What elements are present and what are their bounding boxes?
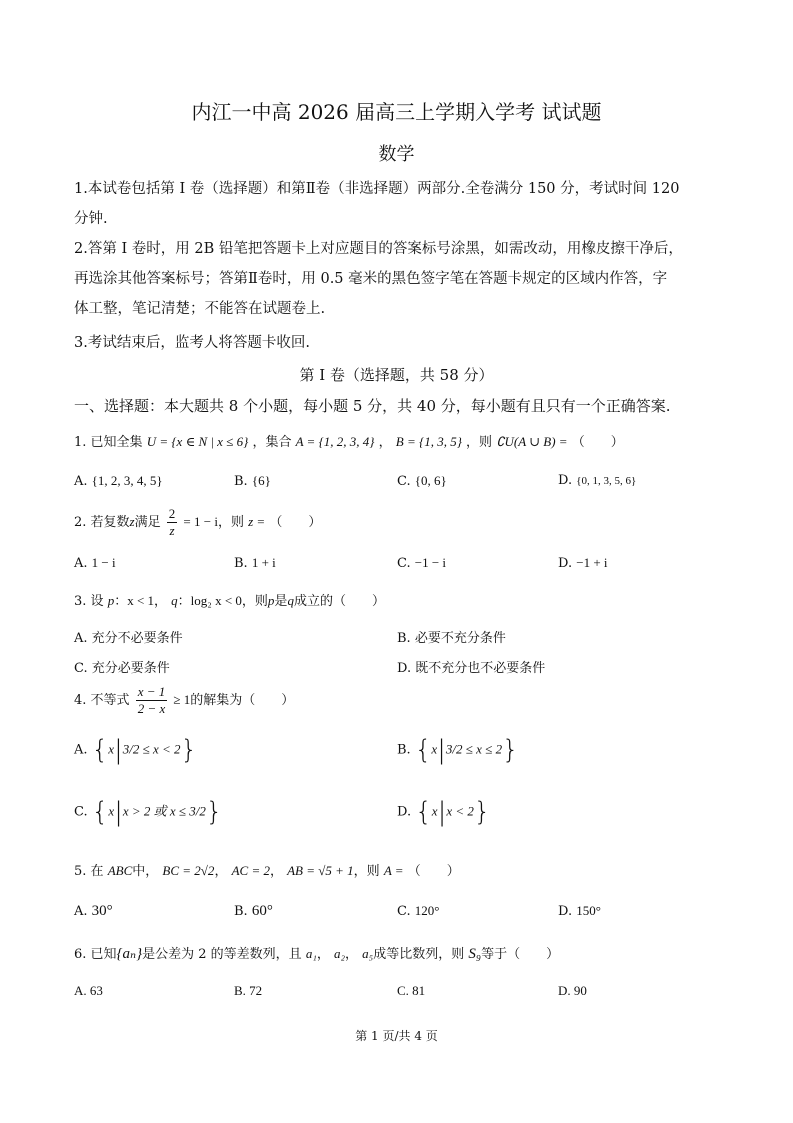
option-letter: C. (74, 661, 88, 676)
q6-text: 等于（ ） (481, 947, 560, 962)
option-text: 3/2 ≤ x < 2 (122, 741, 181, 757)
q5-ac: AC = 2 (231, 863, 270, 878)
q1-option-a[interactable] (74, 473, 163, 489)
q2-stem: 2. 若复数 (74, 515, 130, 530)
q1-option-b[interactable] (234, 473, 271, 489)
q5-bc: BC = 2√2 (162, 863, 215, 878)
q5-answer-bracket: （ ） (407, 864, 460, 879)
q6-option-a[interactable] (74, 983, 103, 999)
question-3 (74, 590, 385, 609)
option-text: {0, 1, 3, 5, 6} (576, 475, 637, 487)
option-text: 3/2 ≤ x ≤ 2 (445, 741, 503, 757)
q3-option-b[interactable] (397, 627, 506, 646)
q1-set-b: B = {1, 3, 5} (395, 434, 462, 449)
option-letter: B. (234, 556, 248, 571)
option-text: x > 2 或 x ≤ 3/2 (122, 803, 206, 819)
exam-title: 内江一中高 2026 届高三上学期入学考 试试题 (191, 100, 602, 124)
q3-option-c[interactable] (74, 657, 170, 676)
q2-text: 满足 (134, 515, 161, 530)
option-letter: C. (397, 556, 411, 571)
q1-answer-bracket: （ ） (571, 435, 624, 450)
option-text: {1, 2, 3, 4, 5} (91, 473, 163, 488)
q5-ab: AB = √5 + 1 (287, 863, 354, 878)
brace-left: { (414, 735, 432, 765)
q2-ask: z = (248, 514, 266, 529)
option-text: C. 81 (397, 983, 426, 998)
question-1 (74, 431, 624, 450)
q2-option-d[interactable] (558, 555, 608, 571)
option-letter: A. (74, 556, 88, 571)
option-letter: B. (234, 474, 248, 489)
option-text: {0, 6} (414, 473, 447, 488)
q5-text: ，则 (353, 864, 380, 879)
q1-stem: 1. 已知全集 (74, 435, 143, 450)
q3-q: q (171, 593, 178, 608)
q4-text: 的解集为（ ） (190, 693, 295, 708)
option-text: 60° (251, 903, 273, 919)
option-letter: C. (397, 474, 411, 489)
notice-2-line-3: 体工整，笔记清楚；不能答在试题卷上. (74, 301, 326, 317)
q6-option-c[interactable] (397, 983, 425, 999)
q3-p: p (107, 593, 115, 608)
q2-equation: = 1 − i (183, 514, 218, 529)
page-footer: 第 1 页/共 4 页 (355, 1029, 438, 1043)
q6-a5: a₅ (362, 946, 374, 961)
question-6: 6. 已知{aₙ}是公差为 2 的等差数列，且 a₁， a₂， a₅成等比数列，则 S₉等于（ ） (74, 946, 560, 962)
option-letter: C. (397, 904, 411, 919)
question-4 (74, 684, 294, 717)
brace-right: } (502, 735, 519, 765)
option-text: B. 72 (234, 983, 263, 998)
q3-q-condition: ：log₂ x < 0 (177, 593, 242, 608)
option-text: x < 2 (446, 803, 474, 819)
q4-option-a[interactable]: A. {x|3/2 ≤ x < 2} (74, 735, 198, 765)
option-letter: D. (558, 904, 573, 919)
q3-option-a[interactable] (74, 627, 183, 646)
q5-option-d[interactable] (558, 903, 601, 919)
q5-triangle: ABC (107, 863, 133, 878)
q2-answer-bracket: （ ） (269, 515, 322, 530)
bar: | (437, 797, 447, 827)
option-text: D. 90 (558, 983, 587, 998)
question-2 (74, 506, 321, 539)
q5-ask: A = (383, 863, 404, 878)
q2-var: z (129, 514, 135, 529)
q5-text: 中， (132, 864, 159, 879)
q4-denominator: 2 − x (137, 701, 166, 716)
option-letter: D. (558, 473, 573, 488)
q2-option-b[interactable] (234, 555, 276, 571)
option-text: 充分不必要条件 (91, 631, 183, 646)
q4-fraction (136, 684, 168, 717)
q4-option-d[interactable]: D. {x|x < 2} (397, 797, 491, 827)
notice-2-line-1: 2.答第 I 卷时，用 2B 铅笔把答题卡上对应题目的答案标号涂黑，如需改动，用橡皮擦干净后， (74, 241, 683, 257)
notice-3: 3.考试结束后，监考人将答题卡收回. (74, 335, 310, 351)
option-text: {6} (251, 473, 271, 488)
part-1-heading: 第 I 卷（选择题，共 58 分） (299, 366, 494, 384)
q1-text: ，集合 (252, 435, 292, 450)
q6-sequence: {aₙ} (116, 946, 143, 962)
q6-a1: a₁ (305, 946, 317, 961)
q6-option-d[interactable] (558, 983, 587, 999)
option-letter: B. (397, 631, 411, 646)
q2-denominator: z (169, 523, 175, 538)
q5-option-a[interactable] (74, 903, 113, 920)
option-text: 150° (576, 903, 601, 918)
option-letter: B. (397, 742, 411, 758)
bar: | (114, 797, 123, 827)
notice-1-line-1: 1.本试卷包括第 I 卷（选择题）和第Ⅱ卷（非选择题）两部分.全卷满分 150 分，考试时间 120 (74, 181, 680, 197)
q2-numerator: 2 (168, 506, 176, 521)
q3-q-ref: q (287, 593, 294, 608)
q4-numerator: x − 1 (137, 684, 166, 699)
option-text: 既不充分也不必要条件 (415, 661, 546, 676)
q3-text: 成立的（ ） (293, 594, 385, 609)
q3-option-d[interactable] (397, 657, 545, 676)
brace-right: } (473, 797, 491, 827)
option-text: −1 − i (414, 555, 447, 570)
option-text: 充分必要条件 (91, 661, 170, 676)
option-text: 30° (91, 903, 113, 919)
q1-set-a: A = {1, 2, 3, 4} (295, 434, 375, 449)
option-letter: D. (397, 661, 412, 676)
q5-option-c[interactable] (397, 903, 439, 919)
q4-ge: ≥ 1 (173, 692, 191, 707)
bar: | (437, 735, 446, 765)
option-letter: D. (558, 556, 573, 571)
option-letter: C. (74, 804, 88, 820)
q3-stem: 3. 设 (74, 594, 104, 609)
option-letter: A. (74, 474, 88, 489)
q1-option-d[interactable] (558, 473, 636, 488)
option-letter: A. (74, 742, 88, 758)
option-text: 1 − i (91, 555, 116, 570)
q6-s9: S₉ (468, 946, 482, 962)
notice-1-line-2: 分钟. (74, 211, 108, 227)
brace-right: } (180, 735, 198, 765)
q2-option-a[interactable] (74, 555, 116, 571)
brace-left: { (91, 735, 109, 765)
q1-option-c[interactable] (397, 473, 447, 489)
notice-2-line-2: 再选涂其他答案标号；答第Ⅱ卷时，用 0.5 毫米的黑色签字笔在答题卡规定的区域内作答，字 (74, 271, 668, 287)
q1-universal-set: U = {x ∈ N | x ≤ 6} (146, 434, 249, 449)
bar: | (114, 735, 123, 765)
q1-text: ， (378, 435, 392, 450)
q2-fraction (167, 506, 178, 539)
q6-option-b[interactable] (234, 983, 262, 999)
q3-text: 是 (274, 594, 288, 609)
q5-option-b[interactable] (234, 903, 273, 920)
option-text: −1 + i (576, 555, 608, 570)
option-text: A. 63 (74, 983, 103, 998)
q6-stem: 6. 已知 (74, 947, 117, 962)
subject-title: 数学 (378, 144, 415, 165)
option-text: 120° (414, 903, 440, 918)
q2-option-c[interactable] (397, 555, 446, 571)
option-text: 1 + i (251, 555, 276, 570)
option-letter: A. (74, 904, 88, 919)
q6-a2: a₂ (333, 946, 346, 961)
q4-option-c[interactable]: C. {x|x > 2 或 x ≤ 3/2} (74, 797, 223, 827)
q5-stem: 5. 在 (74, 864, 104, 879)
q1-expression: ∁U(A ∪ B) = (496, 434, 568, 449)
q4-stem: 4. 不等式 (74, 693, 130, 708)
q2-text: ，则 (217, 515, 244, 530)
q4-option-b[interactable]: B. {x|3/2 ≤ x ≤ 2} (397, 735, 519, 765)
option-letter: D. (397, 804, 412, 820)
q3-p-ref: p (267, 593, 275, 608)
option-letter: B. (234, 904, 248, 919)
section-1-instructions: 一、选择题：本大题共 8 个小题，每小题 5 分，共 40 分，每小题有且只有一个正确答案. (74, 397, 671, 415)
q6-text: 是公差为 2 的等差数列，且 (142, 947, 302, 962)
option-letter: A. (74, 631, 88, 646)
brace-left: { (91, 797, 109, 827)
brace-left: { (415, 797, 432, 827)
q1-text: ，则 (466, 435, 493, 450)
question-5: 5. 在 ABC中， BC = 2√2， AC = 2， AB = √5 + 1，则 A = （ ） (74, 863, 460, 879)
q3-p-condition: ：x < 1， (114, 593, 168, 608)
brace-right: } (205, 797, 223, 827)
q3-text: ，则 (241, 594, 268, 609)
q6-text: 成等比数列，则 (373, 947, 465, 962)
option-text: 必要不充分条件 (414, 631, 506, 646)
